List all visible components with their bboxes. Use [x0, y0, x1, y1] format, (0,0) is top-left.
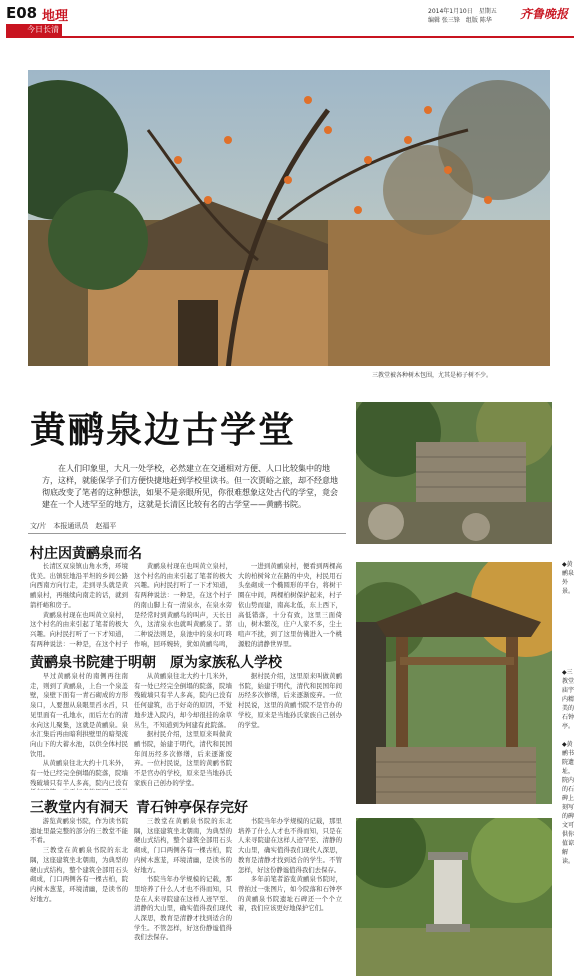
editor-credits: 编辑 张三锋 组版 陈华 [428, 17, 492, 24]
section-academy-col1 [30, 672, 128, 790]
header-rule [6, 36, 574, 38]
paragraph: 三教堂在黄鹂泉书院的东北隅，这座建筑坐北朝南，为典型的硬山式结构，整个建筑全部用石头砌成，门口两侧各有一棵古柏，院内树木葱茏，环境清幽，是读书的好地方。 [30, 846, 128, 903]
section-title: 地理 [42, 9, 69, 24]
paragraph: 一进到黄鹂泉村，便看到两棵高大的柏树耸立在路的中央，村民用石头垒砌成一个椭圆形的平台，将树干圈在中间，两棵柏树保护起来，村子依山势而建，南高北低，东上西下，高低错落，十分有致，这里三面倚山，树木繁茂，庄户人家不多，尘土喧声不扰，到了这里仿佛进入一个桃源般的清静世界里。 [238, 562, 342, 648]
triangle-icon: ◆ [562, 669, 567, 676]
section-heading-village: 村庄因黄鹂泉而名 [30, 546, 142, 562]
bell-pavilion-caption [562, 668, 574, 731]
section-village-col1 [30, 562, 128, 648]
section-academy-col3 [238, 672, 342, 790]
section-village-col2 [134, 562, 232, 648]
paragraph: 游览黄鹂泉书院，作为读书院遗址里最完整的部分的三教堂不能不看。 [30, 817, 128, 845]
paragraph: 据村民介绍，这里原来叫做黄鹂书院，始建于明代，清代和民国年间历经多次修缮，后来逐渐废弃。一位村民说，这里的黄鹂书院不是官办的学校，原来是当地孙氏家族自己创办的学堂。 [134, 730, 232, 787]
triangle-icon: ◆ [562, 561, 567, 568]
section-village-col3 [238, 562, 342, 648]
paragraph: 据村民介绍，这里原来叫做黄鹂书院，始建于明代，清代和民国年间历经多次修缮，后来逐渐废弃。一位村民说，这里的黄鹂书院不是官办的学校，原来是当地孙氏家族自己创办的学堂。 [238, 672, 342, 729]
main-photo-caption: 三教堂被各种树木包围，尤其是柿子树不少。 [372, 372, 493, 379]
section-bell-col3 [238, 817, 342, 975]
article-title: 黄鹂泉边古学堂 [30, 409, 297, 451]
spring-photo-image [356, 402, 552, 544]
stele-photo [356, 818, 552, 976]
paragraph: 从黄鹂泉往北大约十几米外，有一处已经完全倒塌的院落，院墙残破墙只有半人多高，院内已没有任何建筑，出于好奇的原因，不觉地步进入院内，却今却很挂的余草丛生，不知道到为何建有此院落。 [134, 672, 232, 729]
paragraph: 三教堂在黄鹂泉书院的东北隅，这座建筑坐北朝南，为典型的硬山式结构，整个建筑全部用石头砌成，门口两侧各有一棵古柏，院内树木葱茏，环境清幽，是读书的好地方。 [134, 817, 232, 874]
byline-rule [28, 533, 346, 534]
paragraph: 长清区双泉镇山角水秀，环境优美。出镇驻地沿平坦的乡间公路向西南方向行走，走到寻头就是黄鹂泉村，再继续向南走的话，就到箭杆峪和房子。 [30, 562, 128, 609]
paragraph: 书院当年办学规模的记载，那里培养了什么人才也不得而知，只是在人来寻院建在这样人迹罕至、清静的大山里，确实值得我们现代人深思，教育是清静才找到适合的学生。不管怎样，好这份静谧值得我们去保存。 [134, 875, 232, 942]
paragraph: 黄鹂泉村现在也叫黄立泉村，这个村名的由来引起了笔者的极大兴趣。向村民打听了一下才知道，有两种说法：一种是，在这个村子 [30, 610, 128, 648]
section-sanjiaotang-col1 [30, 817, 128, 975]
page-number: E08 [6, 4, 38, 22]
paragraph: 从黄鹂泉往北大约十几米外，有一处已经完全倒塌的院落，院墙残破墙只有半人多高，院内已没有 [30, 759, 128, 787]
bell-pavilion-image [356, 562, 552, 804]
caption-text: 三教堂庙宇内精美的石钟亭。 [562, 669, 575, 730]
byline: 文/片 本报通讯员 赵福平 [30, 522, 117, 530]
main-photo-image [28, 70, 550, 366]
spring-photo-caption [562, 560, 574, 596]
subsection-label: 今日长清 [27, 25, 59, 34]
main-photo [28, 70, 550, 366]
paragraph: 早过黄鹂泉村的南侧再往南走，则到了黄鹂泉，上台一个泉盖壁，泉壁下面有一青石砌成的方形泉口，人要想从泉眼里舀水舀，只见里面有一孔地水，而后左右的清水向这儿聚集，这就是黄鹂泉。泉水汇集后再由暗利拱壁里的暗渠流向山下的大蓄水池，以供全体村民饮用。 [30, 672, 128, 758]
spring-photo [356, 402, 552, 544]
section-academy-col2 [134, 672, 232, 790]
newspaper-logo: 齐鲁晚报 [520, 7, 569, 21]
caption-text: 黄鹂泉外景。 [562, 561, 575, 595]
issue-date: 2014年1月10日 星期五 [428, 8, 497, 15]
stele-photo-image [356, 818, 552, 976]
section-heading-bell-pavilion: 青石钟亭保存完好 [136, 800, 248, 816]
caption-text: 黄鹂书院遗址，院内的石碑上刻写的碑文可供你值谅解读。 [562, 741, 575, 865]
paragraph: 书院当年办学规模的记载，那里培养了什么人才也不得而知，只是在人来寻院建在这样人迹罕至、清静的大山里，确实值得我们现代人深思，教育是清静才找到适合的学生。不管怎样，好这份静谧值得我们去保存。 [238, 817, 342, 874]
bell-pavilion-photo [356, 562, 552, 804]
section-heading-academy: 黄鹂泉书院建于明朝 原为家族私人学校 [30, 655, 282, 671]
paragraph: 多年前笔者游览黄鹂泉书院时，曾拍过一张图片，如今院落和石钟亭的黄鹂泉书院遗址石碑还一个个立着，我们应该更好地保护它们。 [238, 875, 342, 913]
section-bell-col2 [134, 817, 232, 975]
section-heading-sanjiaotang: 三教堂内有洞天 [30, 800, 128, 816]
article-lead: 在人们印象里，大凡一处学校，必然建立在交通相对方便、人口比较集中的地方，这样，就能保学子们方便快捷地赶到学校里读书。但一次贾峪之旅，却不经意地彻底改变了笔者的这种想法，如果不是亲眼所见，你很难想象这处古代的学堂，竟会建在一个人迹罕至的地方，这就是长清区比较有名的古学堂——黄鹂书院。 [42, 464, 338, 509]
paragraph: 黄鹂泉村现在也叫黄立泉村，这个村名的由来引起了笔者的极大兴趣。向村民打听了一下才知道，有两种说法：一种是，在这个村子的南山脚上有一清泉水，在泉水旁是经常时到黄鹂鸟的叫声，天长日久，这清泉水也就叫黄鹂泉了。第二种说法则是，泉池中的泉水叮咚作响，回环婉转，犹如黄鹂鸟鸣， [134, 562, 232, 648]
triangle-icon: ◆ [562, 741, 567, 748]
stele-photo-caption [562, 740, 574, 866]
